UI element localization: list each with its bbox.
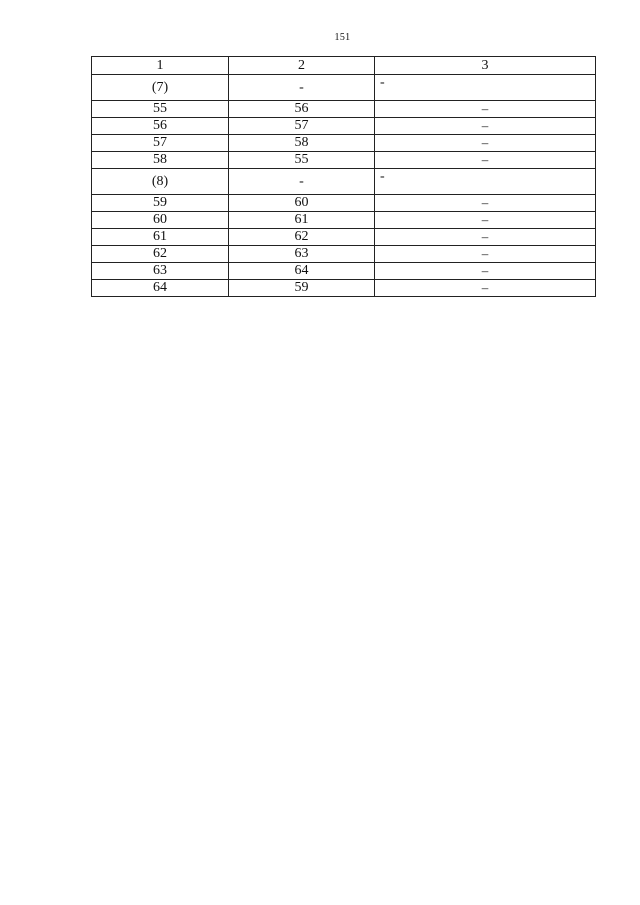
table-row xyxy=(92,152,596,169)
cell-col2: 56 xyxy=(229,101,375,118)
cell-col3: – xyxy=(375,118,596,135)
cell-col2: 57 xyxy=(229,118,375,135)
cell-col1: 61 xyxy=(92,229,229,246)
cell-col1: 63 xyxy=(92,263,229,280)
cell-col3: – xyxy=(375,212,596,229)
cell-col2: - xyxy=(229,169,375,195)
cell-col1: 56 xyxy=(92,118,229,135)
table-row xyxy=(92,135,596,152)
cell-col1: 60 xyxy=(92,212,229,229)
cell-col3: – xyxy=(375,229,596,246)
header-row xyxy=(92,57,596,75)
page-number: 151 xyxy=(334,32,351,43)
cell-col1: (8) xyxy=(92,169,229,195)
cell-col3: – xyxy=(375,152,596,169)
cell-col2: 58 xyxy=(229,135,375,152)
cell-col1: 64 xyxy=(92,280,229,297)
table-row xyxy=(92,229,596,246)
cell-col3: - xyxy=(375,75,596,101)
cell-col1: (7) xyxy=(92,75,229,101)
cell-col2: 60 xyxy=(229,195,375,212)
cell-col1: 57 xyxy=(92,135,229,152)
cell-col3: - xyxy=(375,169,596,195)
cell-col2: 59 xyxy=(229,280,375,297)
table-row xyxy=(92,212,596,229)
table-row xyxy=(92,101,596,118)
table-row-group-8 xyxy=(92,169,596,195)
cell-col2: 63 xyxy=(229,246,375,263)
cell-col2: 62 xyxy=(229,229,375,246)
column-header-2: 2 xyxy=(229,57,375,75)
cell-col2: 64 xyxy=(229,263,375,280)
data-table xyxy=(91,56,596,297)
cell-col3: – xyxy=(375,246,596,263)
cell-col3: – xyxy=(375,135,596,152)
cell-col2: 55 xyxy=(229,152,375,169)
column-header-3: 3 xyxy=(375,57,596,75)
cell-col2: - xyxy=(229,75,375,101)
cell-col2: 61 xyxy=(229,212,375,229)
cell-col1: 59 xyxy=(92,195,229,212)
cell-col3: – xyxy=(375,101,596,118)
cell-col3: – xyxy=(375,195,596,212)
table-row xyxy=(92,246,596,263)
table-row xyxy=(92,263,596,280)
table-row xyxy=(92,280,596,297)
column-header-1: 1 xyxy=(92,57,229,75)
cell-col3: – xyxy=(375,280,596,297)
table-row xyxy=(92,195,596,212)
cell-col1: 55 xyxy=(92,101,229,118)
table-row-group-7 xyxy=(92,75,596,101)
table-row xyxy=(92,118,596,135)
cell-col1: 58 xyxy=(92,152,229,169)
cell-col1: 62 xyxy=(92,246,229,263)
cell-col3: – xyxy=(375,263,596,280)
